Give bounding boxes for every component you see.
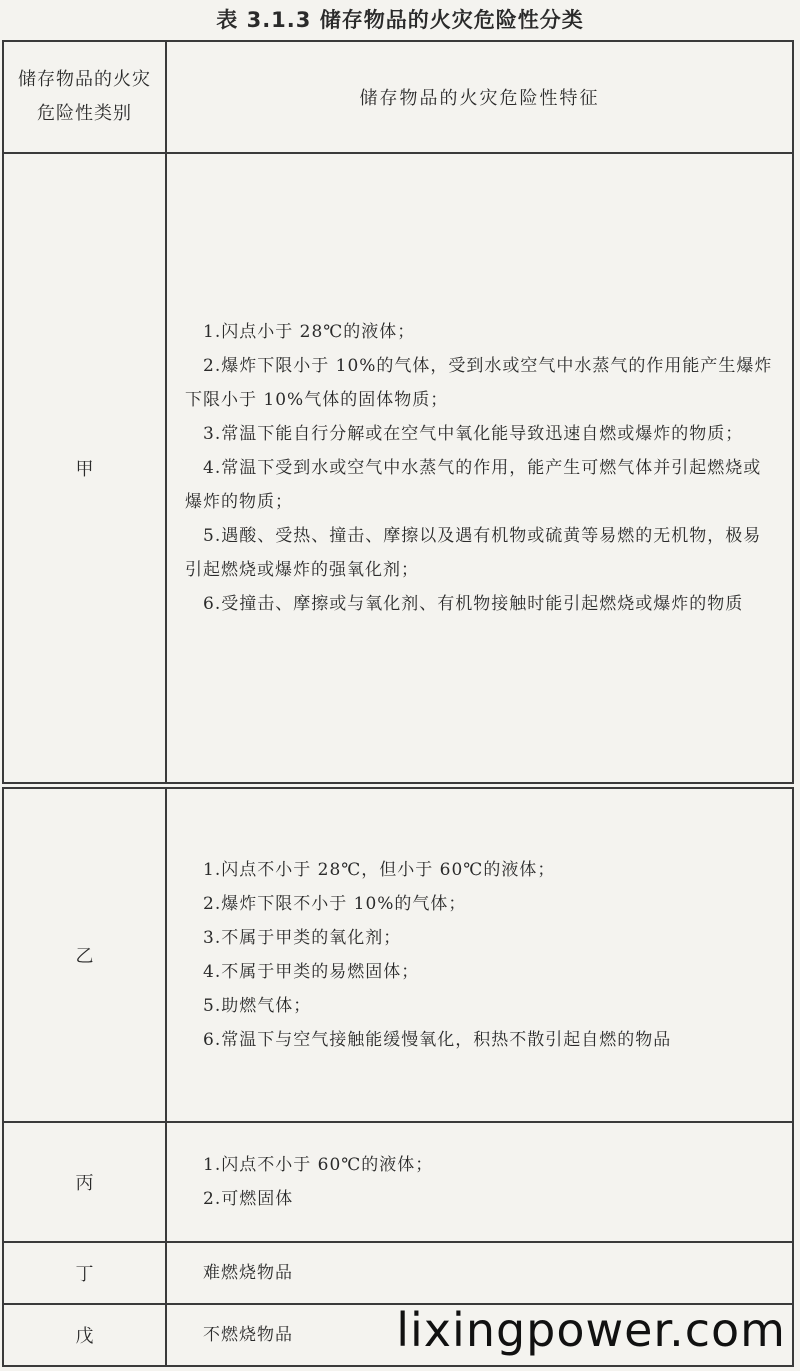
feature-item: 3.常温下能自行分解或在空气中氧化能导致迅速自燃或爆炸的物质； xyxy=(203,424,744,444)
classification-table-part1 xyxy=(2,40,794,784)
feature-item: 6.常温下与空气接触能缓慢氧化，积热不散引起自燃的物品 xyxy=(203,1030,672,1050)
feature-item: 2.爆炸下限不小于 10%的气体； xyxy=(203,894,467,914)
classification-table-part2 xyxy=(2,787,794,1367)
category-label: 丁 xyxy=(75,1264,94,1285)
feature-item: 1.闪点不小于 60℃的液体； xyxy=(203,1155,434,1175)
category-cell-ding xyxy=(3,1242,166,1304)
category-cell-yi xyxy=(3,788,166,1122)
feature-item: 4.不属于甲类的易燃固体； xyxy=(203,962,420,982)
feature-cell-ding xyxy=(166,1242,793,1304)
feature-item: 2.爆炸下限小于 10%的气体，受到水或空气中水蒸气的作用能产生爆炸下限小于 10%气体的固体物质； xyxy=(185,356,773,410)
category-cell-wu xyxy=(3,1304,166,1366)
watermark-text: lixingpower.com xyxy=(396,1303,786,1357)
table-row-ding xyxy=(3,1242,793,1304)
feature-item: 不燃烧物品 xyxy=(203,1325,293,1345)
category-cell-jia xyxy=(3,153,166,783)
feature-item: 5.遇酸、受热、撞击、摩擦以及遇有机物或硫黄等易燃的无机物，极易引起燃烧或爆炸的强氧化剂； xyxy=(185,526,762,580)
category-label: 戊 xyxy=(75,1326,94,1347)
category-cell-bing xyxy=(3,1122,166,1242)
feature-item: 4.常温下受到水或空气中水蒸气的作用，能产生可燃气体并引起燃烧或爆炸的物质； xyxy=(185,458,762,512)
feature-item: 2.可燃固体 xyxy=(203,1189,294,1209)
feature-item: 6.受撞击、摩擦或与氧化剂、有机物接触时能引起燃烧或爆炸的物质 xyxy=(203,594,744,614)
feature-item: 5.助燃气体； xyxy=(203,996,312,1016)
feature-item: 1.闪点小于 28℃的液体； xyxy=(203,322,416,342)
table-header-row xyxy=(3,41,793,153)
feature-item: 难燃烧物品 xyxy=(203,1263,293,1283)
table-row-jia xyxy=(3,153,793,783)
table-row-yi xyxy=(3,788,793,1122)
category-label: 丙 xyxy=(75,1173,94,1194)
feature-cell-jia xyxy=(166,153,793,783)
header-category-line1: 储存物品的火灾 xyxy=(18,69,151,90)
category-label: 甲 xyxy=(75,459,94,480)
table-title: 表 3.1.3 储存物品的火灾危险性分类 xyxy=(216,8,584,32)
feature-cell-bing xyxy=(166,1122,793,1242)
table-row-bing xyxy=(3,1122,793,1242)
category-label: 乙 xyxy=(75,946,94,967)
feature-cell-yi xyxy=(166,788,793,1122)
header-feature-label: 储存物品的火灾危险性特征 xyxy=(359,88,600,109)
feature-item: 1.闪点不小于 28℃，但小于 60℃的液体； xyxy=(203,860,556,880)
feature-item: 3.不属于甲类的氧化剂； xyxy=(203,928,402,948)
header-category-line2: 危险性类别 xyxy=(37,103,132,124)
header-feature-cell xyxy=(166,41,793,153)
header-category-cell xyxy=(3,41,166,153)
